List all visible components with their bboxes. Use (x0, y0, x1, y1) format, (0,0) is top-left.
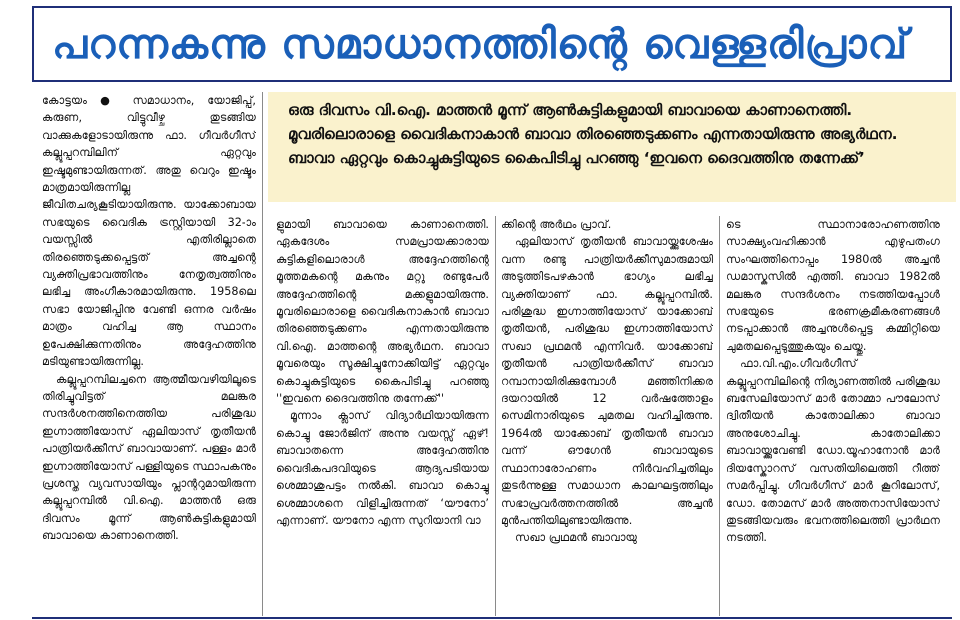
headline: പറന്നകന്നു സമാധാനത്തിന്റെ വെള്ളരിപ്രാവ് (52, 19, 909, 68)
article-column-4 (726, 216, 940, 616)
bottom-border (32, 617, 952, 619)
paragraph: സഖാ പ്രഥമൻ ബാവായു (515, 531, 637, 545)
article-column-1 (42, 92, 256, 616)
headline-box (32, 6, 952, 82)
column-divider (719, 216, 720, 616)
paragraph: ടെ സ്ഥാനാരോഹണത്തിനു സാക്ഷ്യംവഹിക്കാൻ എഴുപതംഗ സംഘത്തിനൊപ്പം 1980ൽ അച്ചൻ ഡമാസ്കസിൽ എത്തി. ബാവാ 1982ൽ മലങ്കര സന്ദർശനം നടത്തിയപ്പോൾ സഭയുടെ ഭരണക്രമീകരണങ്ങൾ നടപ്പാക്കാൻ അച്ചനുൾപ്പെട്ട കമ്മിറ്റിയെ ചുമതലപ്പെടുത്തുകയും ചെയ്തു. (726, 218, 940, 353)
article-column-3 (501, 216, 713, 616)
column-divider (262, 92, 263, 616)
lead-quote-box (268, 92, 956, 202)
column-divider (495, 216, 496, 616)
lead-quote-text: ഒരു ദിവസം വി.ഐ. മാത്തൻ മൂന്ന് ആൺകുട്ടികളുമായി ബാവായെ കാണാനെത്തി. മൂവരിലൊരാളെ വൈദികനാകാൻ ബാവാ തിരഞ്ഞെടുക്കണം എന്നതായിരുന്നു അഭ്യർഥന. ബാവാ ഏറ്റവും കൊച്ചുകുട്ടിയുടെ കൈപിടിച്ചു പറഞ്ഞു ‘ഇവനെ ദൈവത്തിനു തന്നേക്ക്’ (288, 101, 898, 167)
paragraph: ളുമായി ബാവായെ കാണാനെത്തി. ഏകദേശം സമപ്രായക്കാരായ കുട്ടികളിലൊരാൾ അദ്ദേഹത്തിന്റെ മൂത്തമകന്റെ മകനും മറ്റു രണ്ടുപേർ അദ്ദേഹത്തിന്റെ മക്കളുമായിരുന്നു. മൂവരിലൊരാളെ വൈദികനാകാൻ ബാവാ തിരഞ്ഞെടുക്കണം എന്നതായിരുന്നു വി.ഐ. മാത്തന്റെ അഭ്യർഥന. ബാവാ മൂവരെയും സൂക്ഷിച്ചുനോക്കിയിട്ട് ഏറ്റവും കൊച്ചുകുട്ടിയുടെ കൈപിടിച്ചു പറഞ്ഞു ''ഇവനെ ദൈവത്തിനു തന്നേക്ക്'' (276, 218, 489, 406)
paragraph: ഫാ.വി.എം.ഗീവർഗീസ് കല്ലൂപ്പറമ്പിലിന്റെ നിര്യാണത്തിൽ പരിശുദ്ധ ബസേലിയോസ് മാർ തോമ്മാ പൗലോസ് ദ്വിതീയൻ കാതോലിക്കാ ബാവാ അനുശോചിച്ചു. കാതോലിക്കാ ബാവായ്ക്കുവേണ്ടി ഡോ.യൂഹാനോൻ മാർ ദിയസ്കോറസ് വസതിയിലെത്തി റീത്ത് സമർപ്പിച്ചു. ഗീവർഗീസ് മാർ കൂറിലോസ്, ഡോ. തോമസ് മാർ അത്തനാസിയോസ് തുടങ്ങിയവരും ഭവനത്തിലെത്തി പ്രാർഥന നടത്തി. (726, 357, 940, 545)
paragraph: കല്ലൂപ്പറമ്പിലച്ചനെ ആത്മീയവഴിയിലൂടെ തിരിച്ചുവിട്ടത് മലങ്കര സന്ദർശനത്തിനെത്തിയ പരിശുദ്ധ ഇഗ്നാത്തിയോസ് ഏലിയാസ് തൃതീയൻ പാത്രിയർക്കീസ് ബാവായാണ്. പള്ളം മാർ ഇഗ്നാത്തിയോസ് പള്ളിയുടെ സ്ഥാപകനും പ്രശസ്ത വ്യവസായിയും പ്ലാന്ററുമായിരുന്ന കല്ലൂപ്പറമ്പിൽ വി.ഐ. മാത്തൻ ഒരു ദിവസം മൂന്ന് ആൺകുട്ടികളുമായി ബാവായെ കാണാനെത്തി. (42, 372, 256, 543)
paragraph: കോട്ടയം ● സമാധാനം, യോജിപ്പ്, കരുണ, വിട്ടുവീഴ്ച തുടങ്ങിയ വാക്കുകളോടായിരുന്നു ഫാ. ഗീവർഗീസ് കല്ലൂപ്പറമ്പിലിന് ഏറ്റവും ഇഷ്ടമുണ്ടായിരുന്നത്. അതു വെറും ഇഷ്ടം മാത്രമായിരുന്നില്ല ജീവിതചര്യകൂടിയായിരുന്നു. യാക്കോബായ സഭയുടെ വൈദിക ട്രസ്റ്റിയായി 32-ാംവയസ്സിൽ എതിരില്ലാതെ തിരഞ്ഞെടുക്കപ്പെട്ടത് അച്ചന്റെ വ്യക്തിപ്രഭാവത്തിനും നേതൃത്വത്തിനും ലഭിച്ച അംഗീകാരമായിരുന്നു. 1958ലെ സഭാ യോജിപ്പിനു വേണ്ടി ഒന്നര വർഷം മാത്രം വഹിച്ച ആ സ്ഥാനം ഉപേക്ഷിക്കുന്നതിനും അദ്ദേഹത്തിനു മടിയുണ്ടായിരുന്നില്ല. (42, 94, 256, 369)
paragraph: മൂന്നാം ക്ലാസ് വിദ്യാർഥിയായിരുന്ന കൊച്ചു ജോർജിന് അന്നു വയസ്സ് ഏഴ്! ബാവാതന്നെ അദ്ദേഹത്തിനു വൈദികപദവിയുടെ ആദ്യപടിയായ ശെമ്മാശുപട്ടം നൽകി. ബാവാ കൊച്ചു ശെമ്മാശനെ വിളിച്ചിരുന്നത് ‘യൗനോ’ എന്നാണ്. യൗനോ എന്ന സുറിയാനി വാ (276, 409, 489, 527)
paragraph: ക്കിന്റെ അർഥം പ്രാവ്. (501, 218, 612, 231)
paragraph: ഏലിയാസ് തൃതീയൻ ബാവായ്ക്കുശേഷം വന്ന രണ്ടു പാത്രിയർക്കീസുമാരുമായി അടുത്തിടപഴകാൻ ഭാഗ്യം ലഭിച്ച വ്യക്തിയാണ് ഫാ. കല്ലൂപ്പറമ്പിൽ. പരിശുദ്ധ ഇഗ്നാത്തിയോസ് യാക്കോബ് തൃതീയൻ, പരിശുദ്ധ ഇഗ്നാത്തിയോസ് സഖാ പ്രഥമൻ എന്നിവർ. യാക്കോബ് തൃതീയൻ പാത്രിയർക്കീസ് ബാവാ റമ്പാനായിരിക്കുമ്പോൾ മഞ്ഞിനിക്കര ദയറായിൽ 12 വർഷത്തോളം സെമിനാരിയുടെ ചുമതല വഹിച്ചിരുന്നു. 1964ൽ യാക്കോബ് തൃതീയൻ ബാവാ വന്ന് ഔഗേൻ ബാവായുടെ സ്ഥാനാരോഹണം നിർവഹിച്ചതിലും തുടർന്നുള്ള സമാധാന കാലഘട്ടത്തിലും സഭാപ്രവർത്തനത്തിൽ അച്ചൻ മുൻപന്തിയിലുണ്ടായിരുന്നു. (501, 235, 713, 527)
article-column-2 (276, 216, 489, 616)
